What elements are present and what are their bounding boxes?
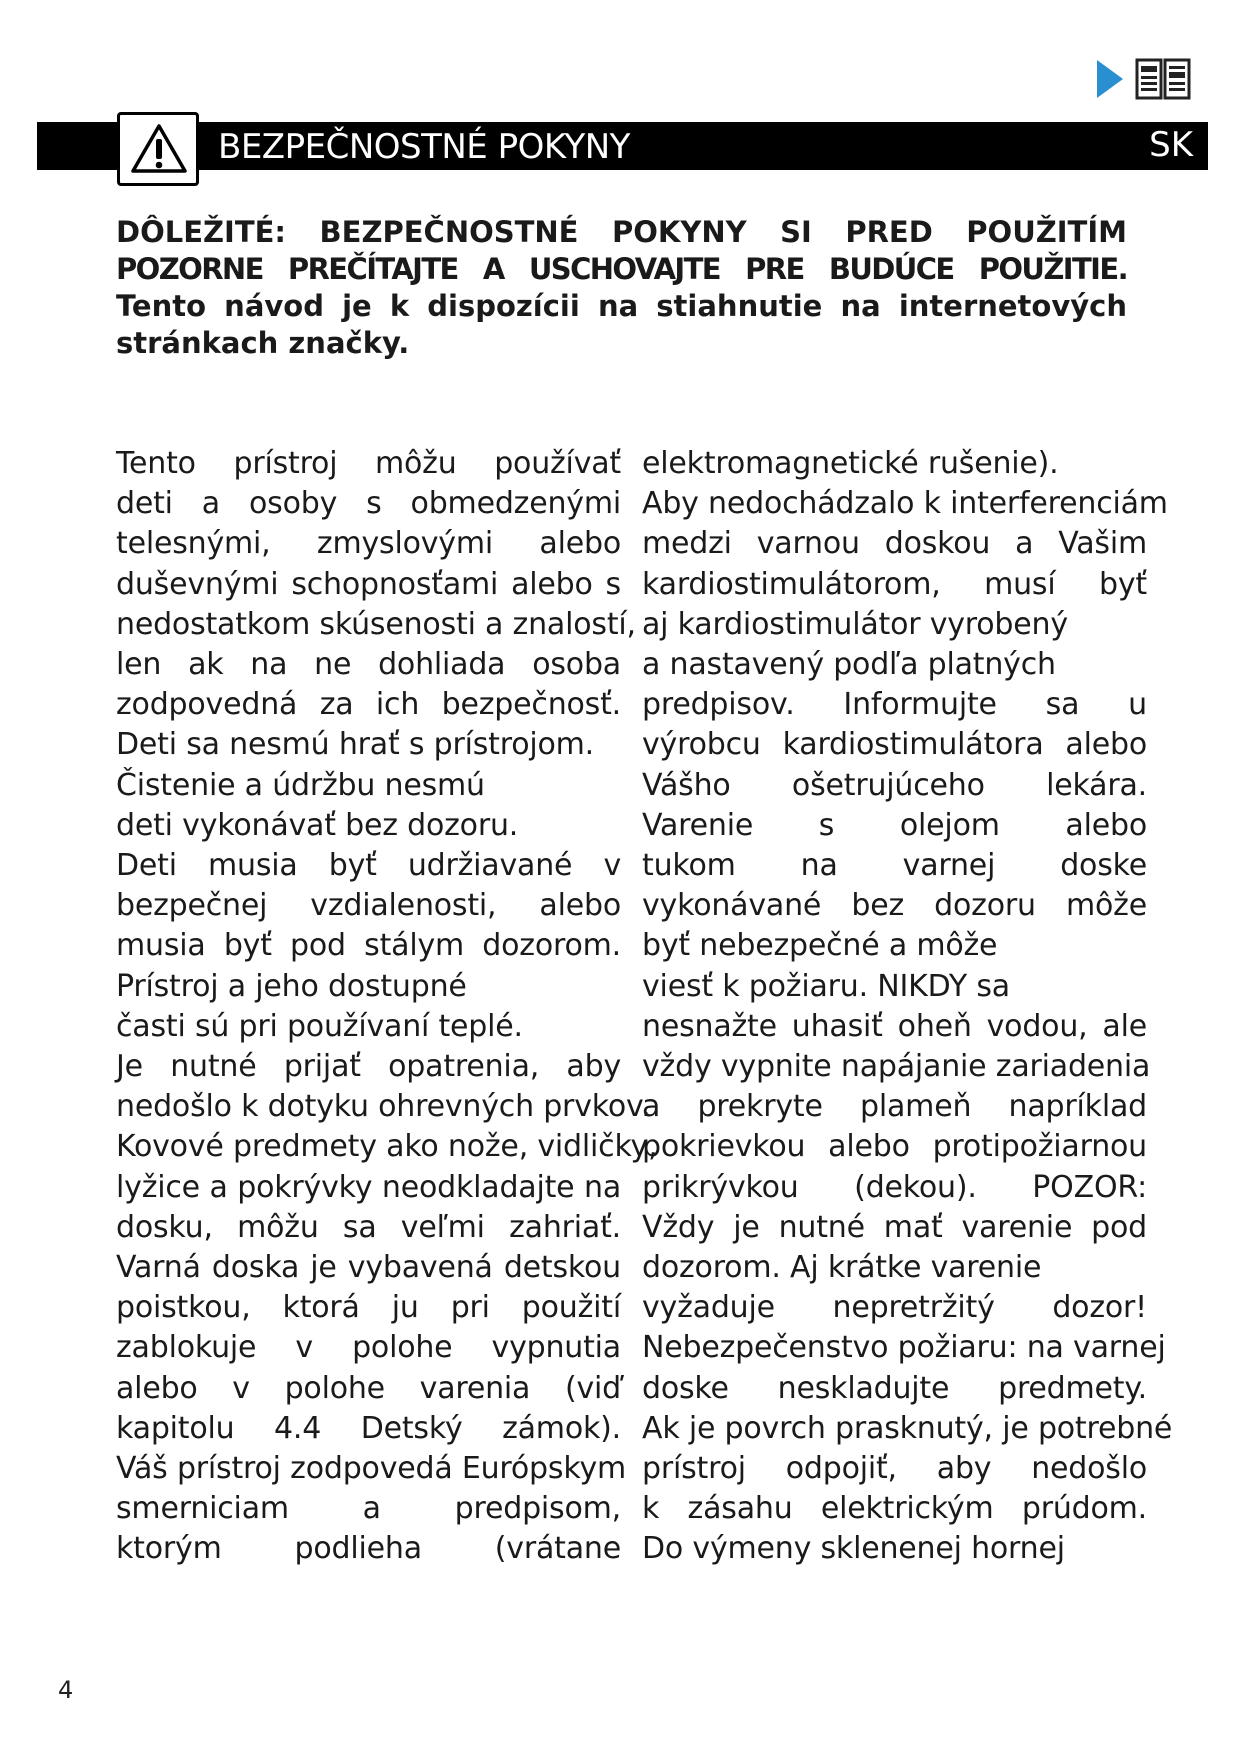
page-number: 4 [58, 1676, 74, 1704]
text-line: doske neskladujte predmety. [642, 1370, 1147, 1406]
text-line: a prekryte plameň napríklad [642, 1089, 1147, 1125]
text-line: smerniciam a predpisom, [116, 1491, 621, 1527]
text-line: nedošlo k dotyku ohrevných prvkov. [116, 1089, 651, 1125]
right-text-column [642, 444, 1173, 1570]
section-title: BEZPEČNOSTNÉ POKYNY [218, 127, 630, 167]
text-line: časti sú pri používaní teplé. [116, 1008, 523, 1044]
text-line: telesnými, zmyslovými alebo [116, 526, 621, 562]
text-line: dozorom. Aj krátke varenie [642, 1250, 1042, 1286]
next-page-arrow-icon[interactable] [1097, 60, 1123, 98]
important-notice [116, 214, 1127, 362]
text-line: kapitolu 4.4 Detský zámok). [116, 1410, 621, 1446]
text-line: kardiostimulátorom, musí byť [642, 566, 1147, 602]
text-line: Deti sa nesmú hrať s prístrojom. [116, 727, 594, 763]
text-line: pokrievkou alebo protipožiarnou [642, 1129, 1147, 1165]
text-line: zodpovedná za ich bezpečnosť. [116, 687, 621, 723]
text-line: len ak na ne dohliada osoba [116, 647, 621, 683]
text-line: vždy vypnite napájanie zariadenia [642, 1049, 1151, 1085]
text-line: nesnažte uhasiť oheň vodou, ale [642, 1008, 1147, 1044]
warning-triangle-icon [129, 121, 189, 177]
text-line: vyžaduje nepretržitý dozor! [642, 1290, 1147, 1326]
text-line: zablokuje v polohe vypnutia [116, 1330, 621, 1366]
notice-line: Tento návod je k dispozícii na stiahnutie na internetových [116, 289, 1127, 323]
text-line: alebo v polohe varenia (viď [116, 1370, 621, 1406]
text-line: predpisov. Informujte sa u [642, 687, 1147, 723]
notice-line: stránkach značky. [116, 326, 410, 360]
text-line: k zásahu elektrickým prúdom. [642, 1491, 1147, 1527]
text-line: musia byť pod stálym dozorom. [116, 928, 621, 964]
text-line: Do výmeny sklenenej hornej [642, 1531, 1065, 1567]
text-line: Je nutné prijať opatrenia, aby [116, 1049, 621, 1085]
text-line: elektromagnetické rušenie). [642, 446, 1059, 481]
text-line: a nastavený podľa platných [642, 647, 1056, 683]
text-line: prístroj odpojiť, aby nedošlo [642, 1451, 1147, 1487]
notice-line: POZORNE PREČÍTAJTE A USCHOVAJTE PRE BUDÚCE POUŽITIE. [116, 252, 1127, 286]
text-line: Kovové predmety ako nože, vidličky, [116, 1129, 658, 1165]
text-line: Váš prístroj zodpovedá Európskym [116, 1451, 627, 1487]
text-line: Čistenie a údržbu nesmú [116, 767, 485, 803]
language-code: SK [1149, 125, 1193, 165]
text-line: Tento prístroj môžu používať [116, 446, 621, 481]
text-line: Deti musia byť udržiavané v [116, 848, 621, 884]
text-line: lyžice a pokrývky neodkladajte na [116, 1169, 621, 1205]
text-line: tukom na varnej doske [642, 848, 1147, 884]
warning-icon-box [117, 112, 199, 186]
text-line: poistkou, ktorá ju pri použití [116, 1290, 621, 1326]
text-line: medzi varnou doskou a Vašim [642, 526, 1147, 562]
text-line: Varenie s olejom alebo [642, 807, 1147, 843]
text-line: prikrývkou (dekou). POZOR: [642, 1169, 1147, 1205]
text-line: deti vykonávať bez dozoru. [116, 807, 519, 843]
text-line: Prístroj a jeho dostupné [116, 968, 467, 1004]
text-line: Vášho ošetrujúceho lekára. [642, 767, 1147, 803]
text-line: Nebezpečenstvo požiaru: na varnej [642, 1330, 1166, 1366]
text-line: dosku, môžu sa veľmi zahriať. [116, 1209, 621, 1245]
notice-line: DÔLEŽITÉ: BEZPEČNOSTNÉ POKYNY SI PRED POUŽITÍM [116, 215, 1127, 249]
text-line: deti a osoby s obmedzenými [116, 486, 621, 522]
text-line: Aby nedochádzalo k interferenciám [642, 486, 1168, 522]
text-line: ktorým podlieha (vrátane [116, 1531, 621, 1567]
text-line: byť nebezpečné a môže [642, 928, 998, 964]
text-line: Varná doska je vybavená detskou [116, 1250, 621, 1286]
text-line: Ak je povrch prasknutý, je potrebné [642, 1410, 1173, 1446]
document-layout-icon [1135, 58, 1191, 100]
text-line: výrobcu kardiostimulátora alebo [642, 727, 1147, 763]
text-line: viesť k požiaru. NIKDY sa [642, 968, 1010, 1004]
text-line: duševnými schopnosťami alebo s [116, 566, 621, 602]
text-line: vykonávané bez dozoru môže [642, 888, 1147, 924]
left-text-column [116, 444, 658, 1570]
text-line: nedostatkom skúsenosti a znalostí, [116, 606, 636, 642]
text-line: aj kardiostimulátor vyrobený [642, 606, 1068, 642]
text-line: Vždy je nutné mať varenie pod [642, 1209, 1147, 1245]
text-line: bezpečnej vzdialenosti, alebo [116, 888, 621, 924]
